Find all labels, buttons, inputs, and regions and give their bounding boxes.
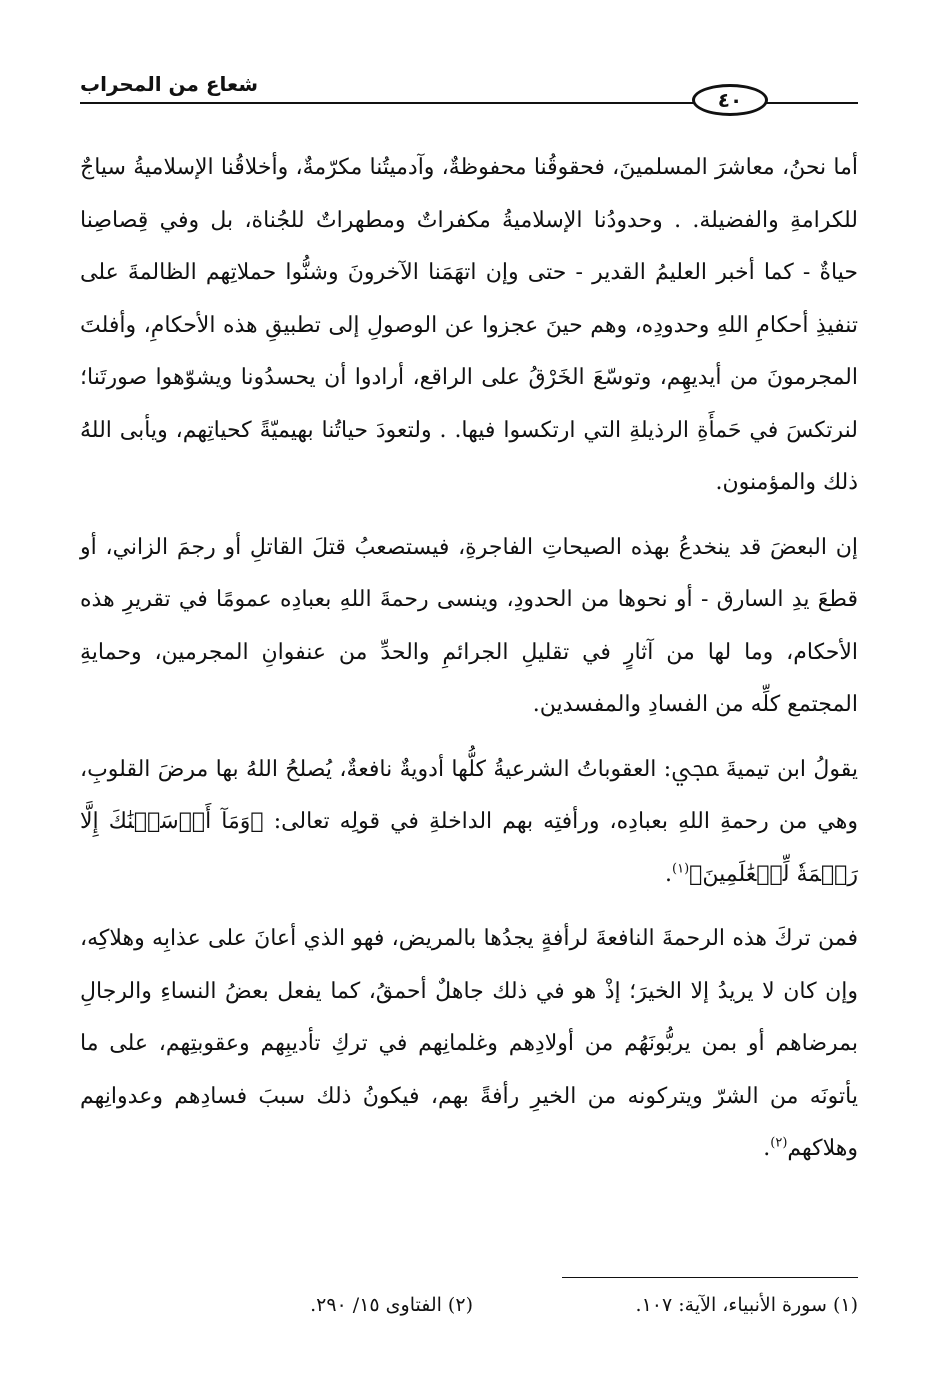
paragraph-text: فمن تركَ هذه الرحمةَ النافعةَ لرأفةٍ يجدُها بالمريض، فهو الذي أعانَ على عذابِه وهلاكِه، وإن كان لا يريدُ إلا الخيرَ؛ إذْ هو في ذلك جاهلٌ أحمقُ، كما يفعل بعضُ النساءِ والرجالِ بمرضاهم أو بمن يربُّونَهُم من أولادِهم وغلمانِهم في تركِ تأديبِهم وعقوبتِهم، على ما يأتونَه من الشرّ ويتركونه من الخيرِ رأفةً بهم، فيكونُ ذلك سببَ فسادِهم وعدوانِهم وهلاكهم — [80, 926, 858, 1161]
footnote-2: (٢) الفتاوى ١٥/ ٢٩٠. — [310, 1294, 473, 1316]
footnote-ref: (٢) — [770, 1135, 788, 1151]
page-number: ٤٠ — [692, 84, 768, 116]
footnotes — [80, 1294, 858, 1330]
footnote-ref: (١) — [672, 861, 690, 877]
footnote-1: (١) سورة الأنبياء، الآية: ١٠٧. — [635, 1294, 858, 1316]
full-stop: . — [763, 1136, 771, 1161]
full-stop: . — [665, 861, 672, 887]
paragraph: إن البعضَ قد ينخدعُ بهذه الصيحاتِ الفاجرةِ، فيستصعبُ قتلَ القاتلِ أو رجمَ الزاني، أو قطعَ يدِ السارق - أو نحوها من الحدودِ، وينسى رحمةَ اللهِ بعبادِه عمومًا في تقريرِ هذه الأحكام، وما لها من آثارٍ في تقليلِ الجرائمِ والحدِّ من عنفوانِ المجرمين، وحمايةِ المجتمع كلِّه من الفسادِ والمفسدين. — [80, 534, 858, 717]
paragraph-text: يقولُ ابن تيميةَ ﷀ: العقوباتُ الشرعيةُ كلُّها أدويةٌ نافعةٌ، يُصلحُ اللهُ بها مرضَ القلوبِ، وهي من رحمةِ اللهِ بعبادِه، ورأفتِه بهم الداخلةِ في قولِه تعالى: — [80, 756, 858, 834]
quran-verse: ﴿وَمَآ أَرۡسَلۡنَٰكَ إِلَّا رَحۡمَةٗ لِّلۡعَٰلَمِينَ﴾ — [80, 809, 858, 887]
footnote-separator — [562, 1277, 858, 1278]
page-header — [80, 62, 858, 112]
paragraph — [80, 913, 858, 1176]
running-book-title: شعاع من المحراب — [80, 72, 259, 96]
paragraph — [80, 744, 858, 902]
main-text — [80, 142, 858, 1176]
paragraph: أما نحنُ، معاشرَ المسلمينَ، فحقوقُنا محفوظةٌ، وآدميتُنا مكرّمةٌ، وأخلاقُنا الإسلاميةُ سياجٌ للكرامةِ والفضيلة. . وحدودُنا الإسلاميةُ مكفراتٌ ومطهراتٌ للجُناة، بل وفي قِصاصِنا حياةٌ - كما أخبر العليمُ القدير - حتى وإن اتهَمَنا الآخرونَ وشنُّوا حملاتِهم الظالمةَ على تنفيذِ أحكامِ اللهِ وحدودِه، وهم حينَ عجزوا عن الوصولِ إلى تطبيقِ هذه الأحكامِ، وأفلتَ المجرمونَ من أيديهِم، وتوسّعَ الخَرْقُ على الراقع، أرادوا أن يحسدُونا ويشوّهوا صورتَنا؛ لنرتكسَ في حَمأَةِ الرذيلةِ التي ارتكسوا فيها. . ولتعودَ حياتُنا بهيميّةً كحياتِهم، ويأبى اللهُ ذلك والمؤمنون. — [80, 155, 858, 495]
